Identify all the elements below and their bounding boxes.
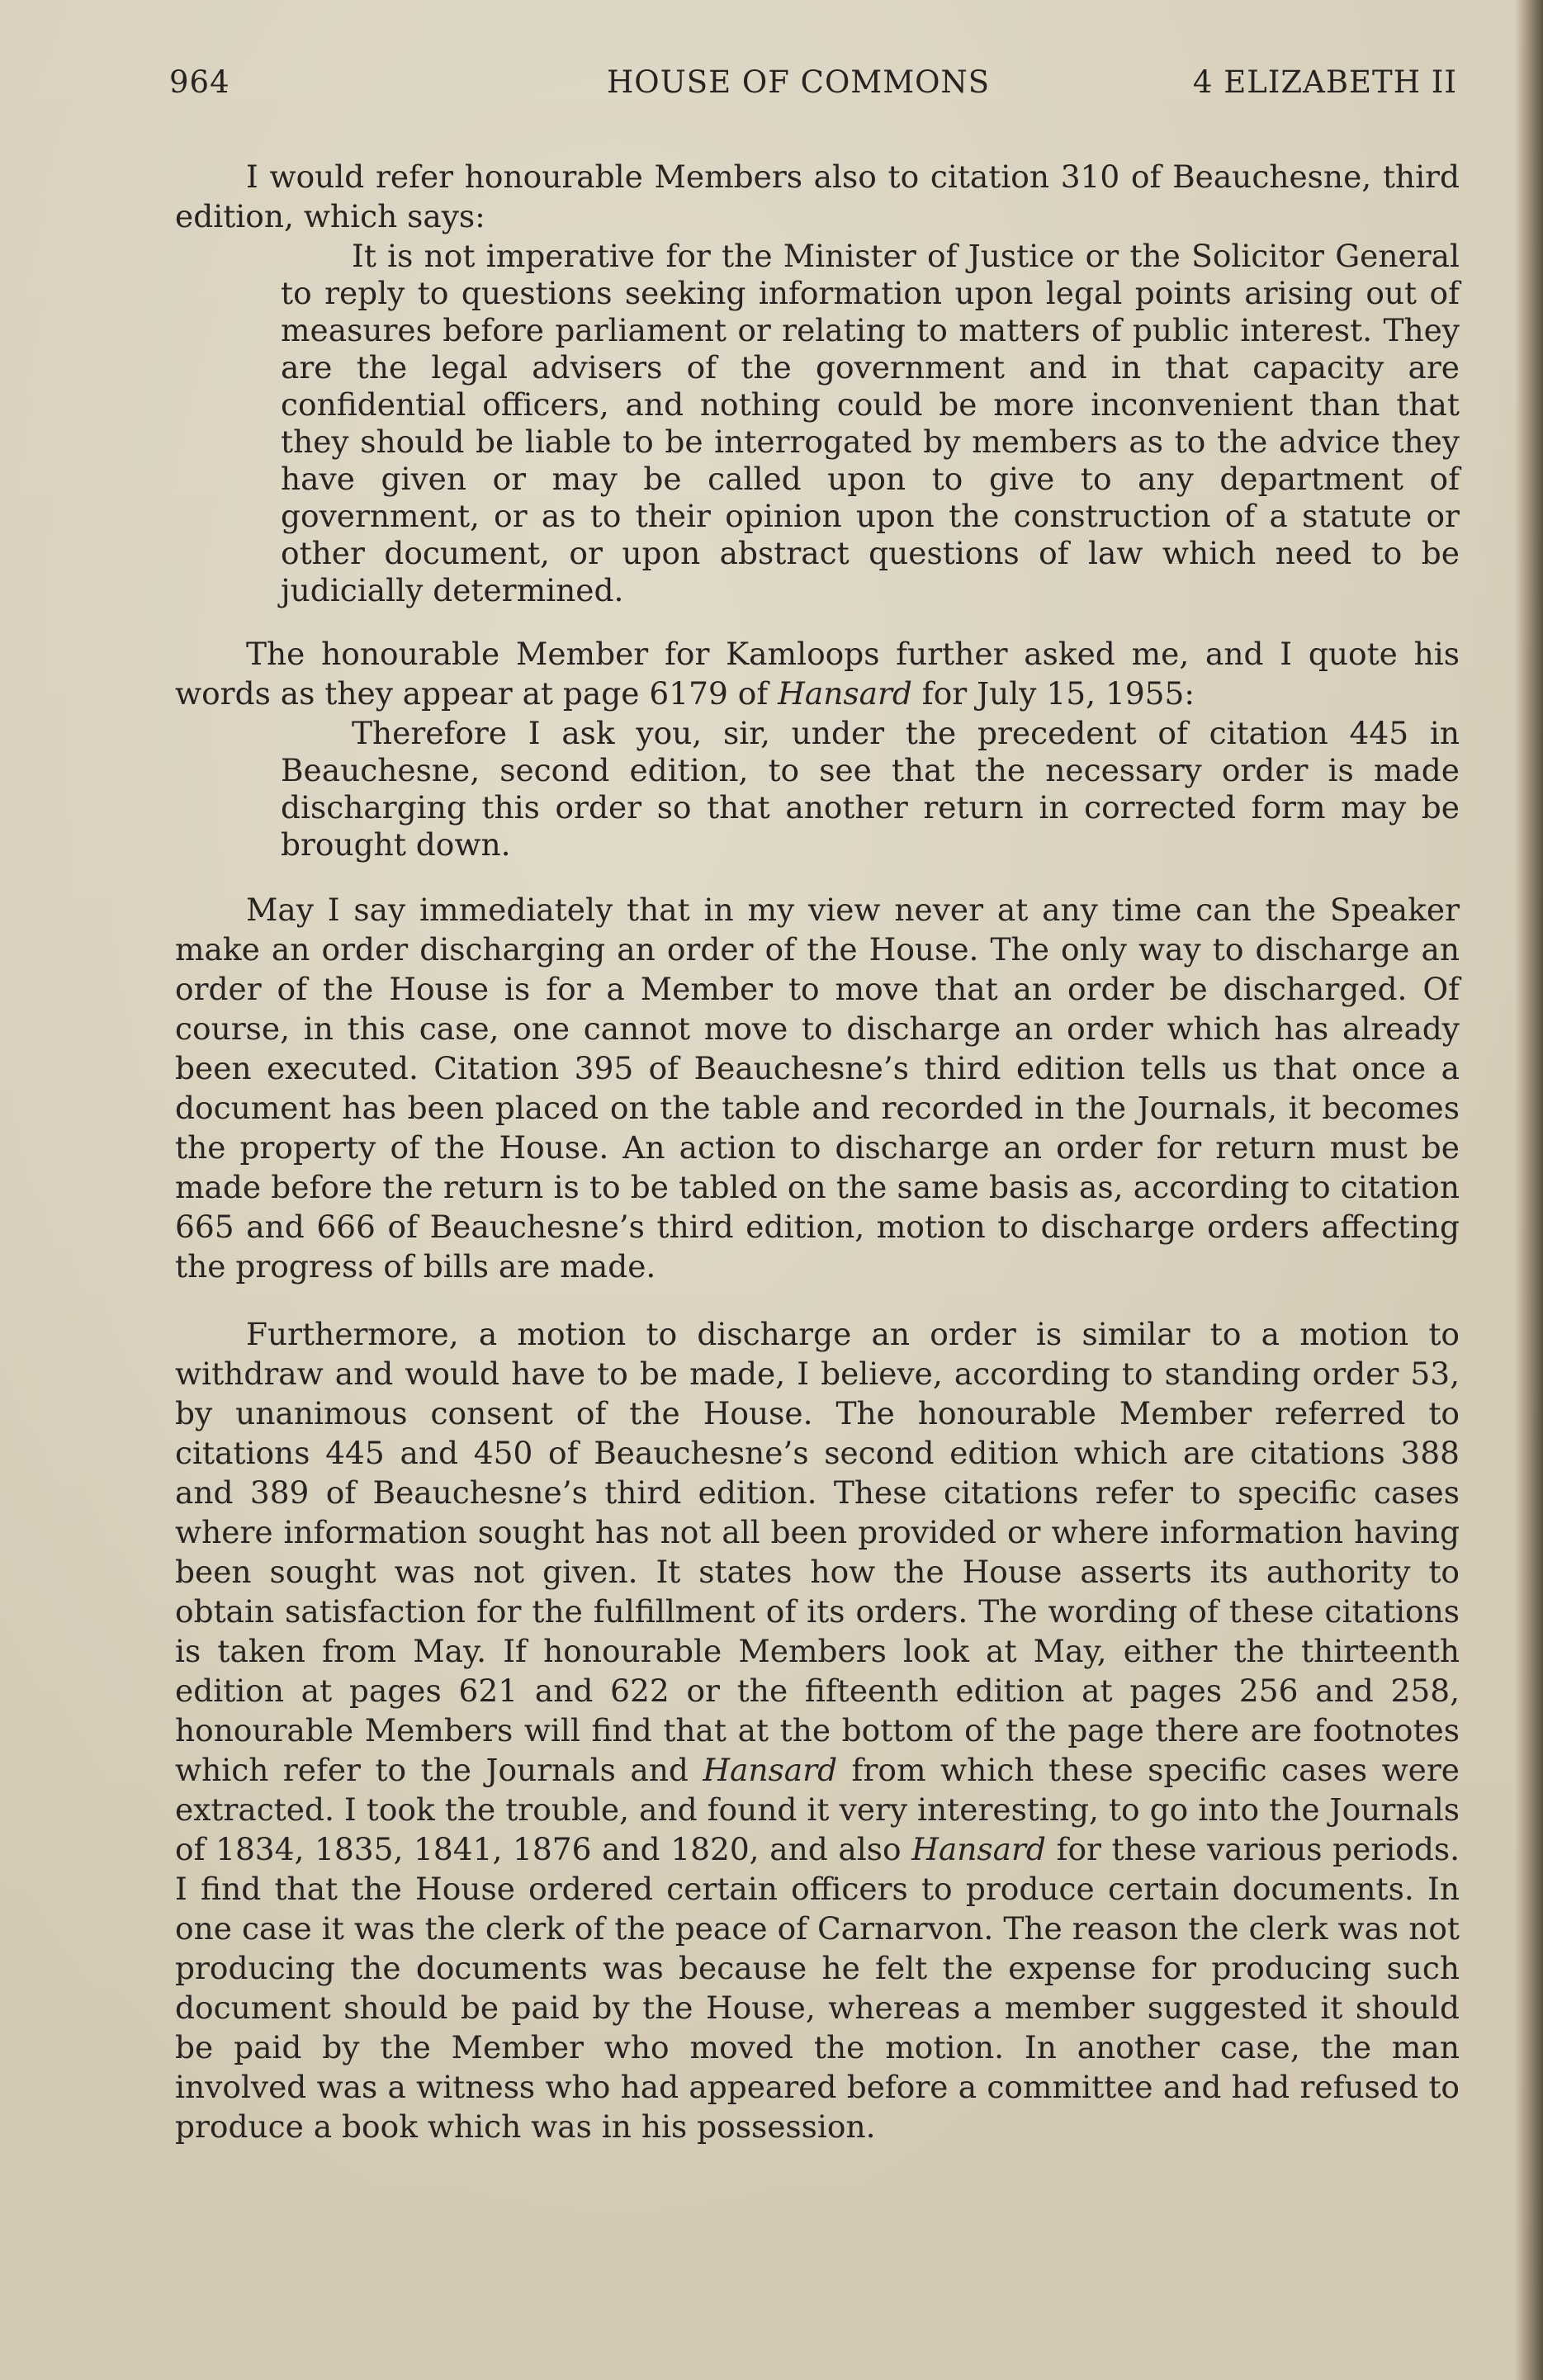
paragraph-4: Furthermore, a motion to discharge an order is similar to a motion to withdraw and would have to be made, I believe, according to standing order 53, by unanimous consent of the House. The honourable Member referred to citations 445 and 450 of Beauchesne’s second edition which are citations 388 and 389 of Beauchesne’s third edition. These citations refer to specific cases where information sought has not all been provided or where information having been sought was not given. It states how the House asserts its authority to obtain satisfaction for the fulfillment of its orders. The wording of these citations is taken from May. If honourable Members look at May, either the thirteenth edition at pages 621 and 622 or the fifteenth edition at pages 256 and 258, honourable Members will find that at the bottom of the page there are footnotes which refer to the Journals and Hansard from which these specific cases were extracted. I took the trouble, and found it very interesting, to go into the Journals of 1834, 1835, 1841, 1876 and 1820, and also Hansard for these various periods. I find that the House ordered certain officers to produce certain documents. In one case it was the clerk of the peace of Carnarvon. The reason the clerk was not producing the documents was because he felt the expense for producing such document should be paid by the House, whereas a member suggested it should be paid by the Member who moved the motion. In another case, the man involved was a witness who had appeared before a committee and had refused to produce a book which was in his possession.: [175, 1316, 1460, 2145]
paragraph-2: The honourable Member for Kamloops further asked me, and I quote his words as they appear at page 6179 of Hansard for July 15, 1955:: [175, 636, 1460, 712]
page-edge-shadow: [1515, 0, 1543, 2380]
block-quote-1: It is not imperative for the Minister of Justice or the Solicitor General to reply to questions seeking information upon legal points arising out of measures before parliament or relating to matters of public interest. They are the legal advisers of the government and in that capacity are confidential officers, and nothing could be more inconvenient than that they should be liable to be interrogated by members as to the advice they have given or may be called upon to give to any department of government, or as to their opinion upon the construction of a statute or other document, or upon abstract questions of law which need to be judicially determined.: [281, 238, 1460, 608]
regnal-year: 4 ELIZABETH II: [1192, 64, 1457, 100]
hansard-italic: Hansard: [911, 1831, 1046, 1867]
paragraph-1: I would refer honourable Members also to citation 310 of Beauchesne, third edition, which says:: [175, 159, 1460, 234]
running-header: [169, 64, 1457, 106]
page-number: 964: [169, 64, 230, 100]
paragraph-3: May I say immediately that in my view never at any time can the Speaker make an order discharging an order of the House. The only way to discharge an order of the House is for a Member to move that an order be discharged. Of course, in this case, one cannot move to discharge an order which has already been executed. Citation 395 of Beauchesne’s third edition tells us that once a document has been placed on the table and recorded in the Journals, it becomes the property of the House. An action to discharge an order for return must be made before the return is to be tabled on the same basis as, according to citation 665 and 666 of Beauchesne’s third edition, motion to discharge orders affecting the progress of bills are made.: [175, 892, 1460, 1285]
body-text: [175, 157, 1460, 2146]
hansard-italic: Hansard: [703, 1752, 838, 1788]
running-title: HOUSE OF COMMONS: [607, 64, 991, 100]
block-quote-2: Therefore I ask you, sir, under the precedent of citation 445 in Beauchesne, second edition, to see that the necessary order is made discharging this order so that another return in corrected form may be brought down.: [281, 715, 1460, 863]
hansard-italic: Hansard: [778, 675, 912, 712]
